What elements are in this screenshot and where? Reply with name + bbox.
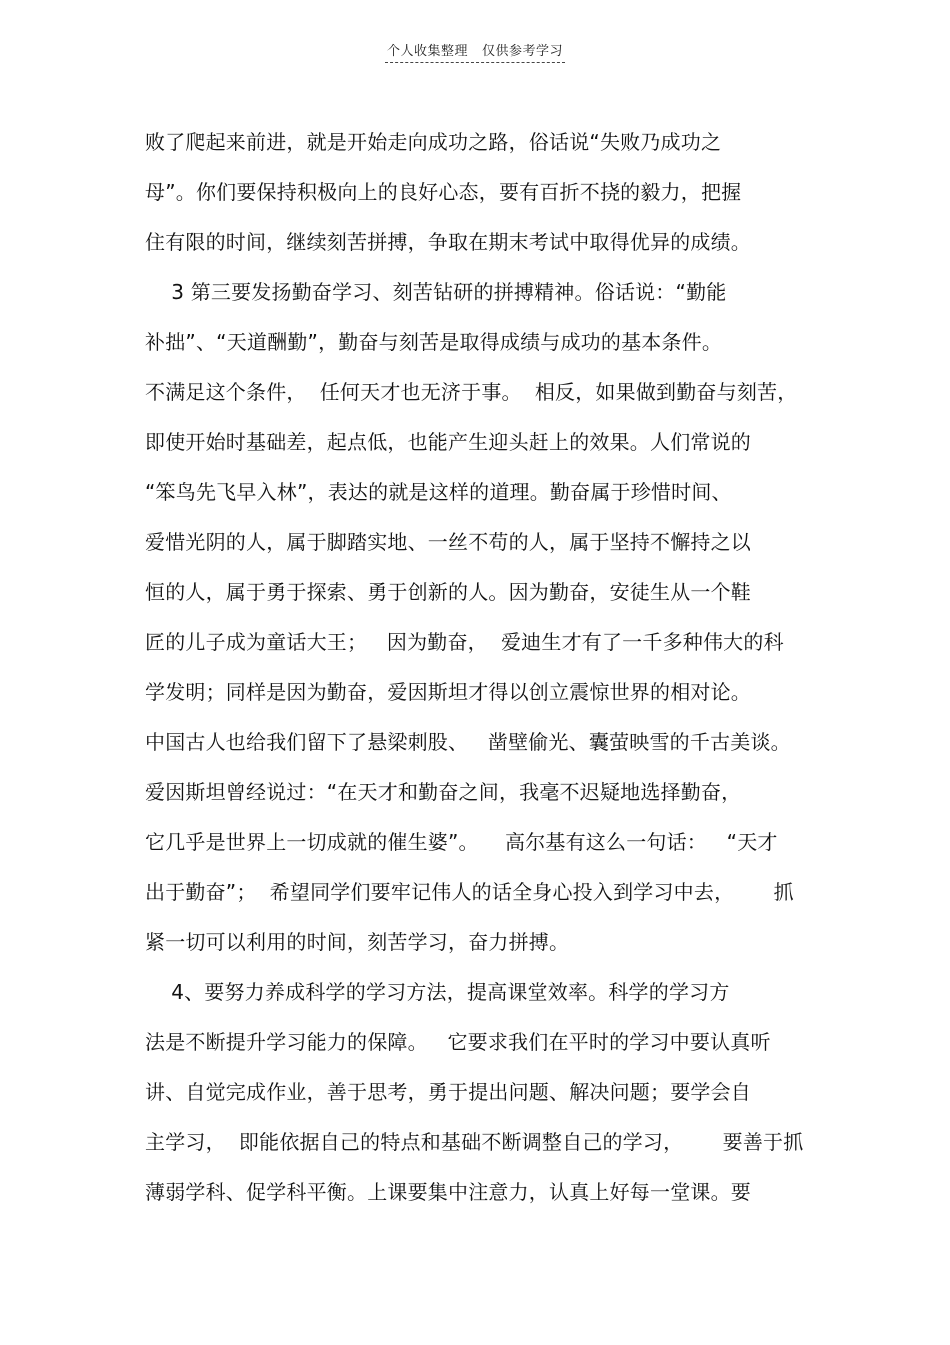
text-line: 母”。你们要保持积极向上的良好心态，要有百折不挠的毅力，把握 <box>145 180 742 204</box>
text-line: 匠的儿子成为童话大王； 因为勤奋， 爱迪生才有了一千多种伟大的科 <box>145 630 784 654</box>
text-line: 即使开始时基础差，起点低，也能产生迎头赶上的效果。人们常说的 <box>145 430 751 454</box>
text-line: 薄弱学科、促学科平衡。上课要集中注意力，认真上好每一堂课。要 <box>145 1180 751 1204</box>
text-line: 主学习， 即能依据自己的特点和基础不断调整自己的学习， 要善于抓 <box>145 1130 804 1154</box>
text-line: 紧一切可以利用的时间，刻苦学习，奋力拼搏。 <box>145 930 570 954</box>
text-line: 爱惜光阴的人，属于脚踏实地、一丝不苟的人，属于坚持不懈持之以 <box>145 530 751 554</box>
text-line: 不满足这个条件， 任何天才也无济于事。 相反，如果做到勤奋与刻苦， <box>145 380 798 404</box>
text-line: 补拙”、“天道酬勤”，勤奋与刻苦是取得成绩与成功的基本条件。 <box>145 330 723 354</box>
text-line: 出于勤奋”； 希望同学们要牢记伟人的话全身心投入到学习中去， 抓 <box>145 880 794 904</box>
text-line: 学发明；同样是因为勤奋，爱因斯坦才得以创立震惊世界的相对论。 <box>145 680 751 704</box>
text-line: 法是不断提升学习能力的保障。 它要求我们在平时的学习中要认真听 <box>145 1030 771 1054</box>
text-line: 讲、自觉完成作业，善于思考，勇于提出问题、解决问题；要学会自 <box>145 1080 751 1104</box>
header-watermark <box>385 40 565 63</box>
text-line: 爱因斯坦曾经说过：“在天才和勤奋之间，我毫不迟疑地选择勤奋， <box>145 780 742 804</box>
page-header <box>0 40 950 63</box>
text-line: 中国古人也给我们留下了悬梁刺股、 凿壁偷光、囊萤映雪的千古美谈。 <box>145 730 791 754</box>
text-line: 败了爬起来前进，就是开始走向成功之路，俗话说“失败乃成功之 <box>145 130 722 154</box>
text-line: 它几乎是世界上一切成就的催生婆”。 高尔基有这么一句话： “天才 <box>145 830 778 854</box>
text-line: 恒的人，属于勇于探索、勇于创新的人。因为勤奋，安徒生从一个鞋 <box>145 580 751 604</box>
text-line: 住有限的时间，继续刻苦拼搏，争取在期末考试中取得优异的成绩。 <box>145 230 751 254</box>
text-line: 4、要努力养成科学的学习方法，提高课堂效率。科学的学习方 <box>145 980 730 1004</box>
header-right-text: 仅供参考学习 <box>482 44 564 59</box>
text-line: 3 第三要发扬勤奋学习、刻苦钻研的拼搏精神。俗话说：“勤能 <box>145 280 727 304</box>
header-left-text: 个人收集整理 <box>386 44 468 59</box>
text-line: “笨鸟先飞早入林”，表达的就是这样的道理。勤奋属于珍惜时间、 <box>145 480 732 504</box>
document-body <box>145 124 820 1224</box>
